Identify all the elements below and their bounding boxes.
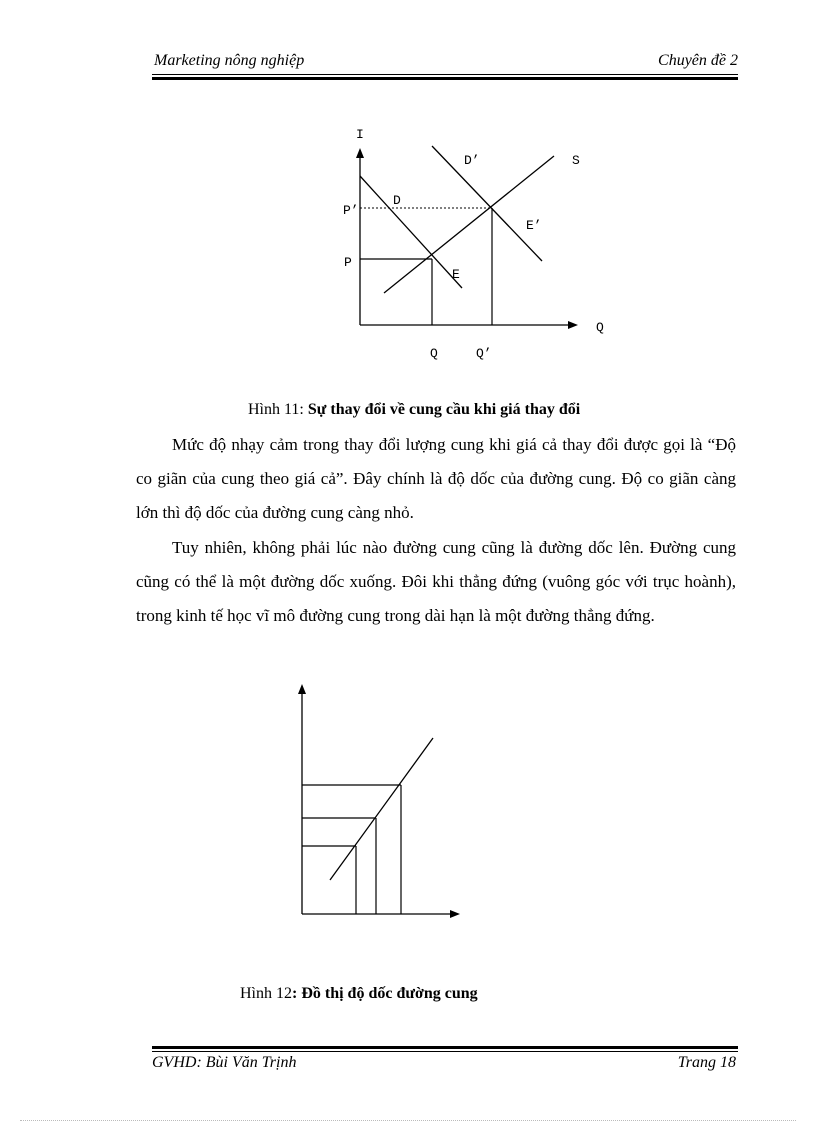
page-bottom-dotted-border <box>20 1120 796 1121</box>
d-prime-label: D’ <box>464 153 480 168</box>
d-label: D <box>393 193 401 208</box>
figure-12-caption-prefix: Hình 12 <box>240 985 292 1002</box>
header-rule-thick <box>152 77 738 80</box>
figure-12-caption <box>240 985 478 1003</box>
footer-rule-thin <box>152 1051 738 1052</box>
q-label: Q <box>430 346 438 361</box>
header-chapter: Chuyên đề 2 <box>658 52 738 69</box>
figure-12-supply-slope-graph <box>290 680 470 920</box>
s-label: S <box>572 153 580 168</box>
header-title: Marketing nông nghiệp <box>154 52 305 69</box>
p-prime-label: P’ <box>343 203 359 218</box>
demand-curve-d-prime <box>432 146 542 261</box>
figure-12-caption-title: : Đồ thị độ dốc đường cung <box>292 985 478 1002</box>
q-prime-label: Q’ <box>476 346 492 361</box>
x-axis-arrow <box>568 321 578 329</box>
footer-supervisor: GVHD: Bùi Văn Trịnh <box>152 1054 297 1071</box>
footer-page-number: Trang 18 <box>677 1054 736 1071</box>
supply-curve <box>330 738 433 880</box>
y-axis-arrow <box>298 684 306 694</box>
y-axis-arrow <box>356 148 364 158</box>
figure-11-supply-demand-graph <box>330 118 630 374</box>
x-axis-label: Q <box>596 320 604 335</box>
page-header <box>152 50 738 72</box>
footer-rule-thick <box>152 1046 738 1049</box>
p-label: P <box>344 255 352 270</box>
figure-11-caption-prefix: Hình 11: <box>248 401 308 418</box>
figure-11-caption-title: Sự thay đổi về cung cầu khi giá thay đổi <box>307 401 581 418</box>
figure-11-caption <box>248 401 580 419</box>
header-rule-thin <box>152 74 738 75</box>
y-axis-label: I <box>356 127 364 142</box>
e-label: E <box>452 267 460 282</box>
e-prime-label: E’ <box>526 218 542 233</box>
body-paragraph-2: Tuy nhiên, không phải lúc nào đường cung cũng là đường dốc lên. Đường cung cũng có thể là một đường dốc xuống. Đôi khi thẳng đứng (vuông góc với trục hoành), trong kinh tế học vĩ mô đường cung trong dài hạn là một đường thẳng đứng. <box>136 538 736 625</box>
body-paragraph-1: Mức độ nhạy cảm trong thay đổi lượng cung khi giá cả thay đổi được gọi là “Độ co giãn của cung theo giá cả”. Đây chính là độ dốc của đường cung. Độ co giãn càng lớn thì độ dốc của đường cung càng nhỏ. <box>136 435 736 522</box>
x-axis-arrow <box>450 910 460 918</box>
